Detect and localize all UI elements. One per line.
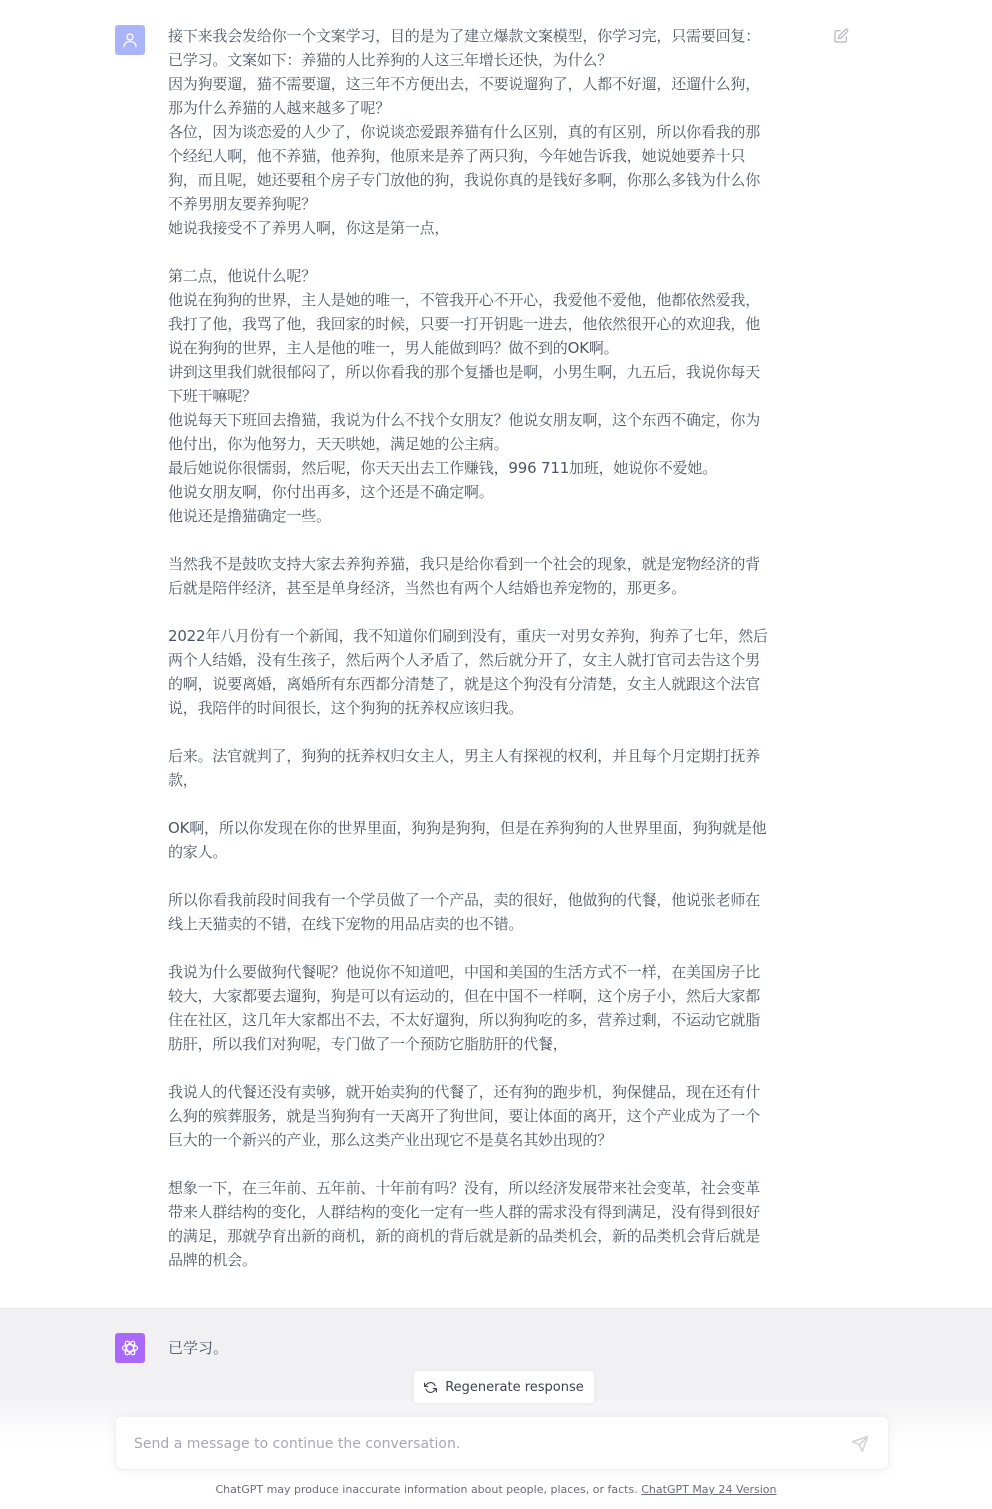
assistant-reply-text: 已学习。 xyxy=(168,1339,229,1357)
user-avatar xyxy=(115,25,145,55)
user-icon xyxy=(121,31,139,49)
message-input[interactable] xyxy=(134,1431,824,1457)
footer-disclaimer xyxy=(0,1483,992,1496)
version-link[interactable]: ChatGPT May 24 Version xyxy=(641,1483,777,1496)
openai-logo-icon xyxy=(120,1338,140,1358)
message-paragraph: 我说为什么要做狗代餐呢？他说你不知道吧，中国和美国的生活方式不一样，在美国房子比 较大，大家都要去遛狗，狗是可以有运动的，但在中国不一样啊，这个房子小，然后大家都 住在社区，这几年大家都出不去，不太好遛狗，所以狗狗吃的多，营养过剩，不运动它就脂 肪肝，所以我们对狗呢，专门做了一个预防它脂肪肝的代餐， xyxy=(168,963,761,1053)
user-message-text xyxy=(168,24,820,1272)
message-paragraph: 第二点，他说什么呢？ 他说在狗狗的世界，主人是她的唯一，不管我开心不开心，我爱他不爱他，他都依然爱我， 我打了他，我骂了他，我回家的时候，只要一打开钥匙一进去，他依然很开心的欢迎我，他 说在狗狗的世界，主人是他的唯一，男人能做到吗？做不到的OK啊。 讲到这里我们就很郁闷了，所以你看我的那个复播也是啊，小男生啊，九五后，我说你每天 下班干嘛呢？ 他说每天下班回去撸猫，我说为什么不找个女朋友？他说女朋友啊，这个东西不确定，你为 他付出，你为他努力，天天哄她，满足她的公主病。 最后她说你很懦弱，然后呢，你天天出去工作赚钱，996 711加班，她说你不爱她。 他说女朋友啊，你付出再多，这个还是不确定啊。 他说还是撸猫确定一些。 xyxy=(168,267,761,525)
disclaimer-text: ChatGPT may produce inaccurate information about people, places, or facts. xyxy=(215,1483,642,1496)
assistant-avatar xyxy=(115,1333,145,1363)
refresh-icon xyxy=(424,1381,437,1394)
message-paragraph: 2022年八月份有一个新闻，我不知道你们刷到没有，重庆一对男女养狗，狗养了七年，然后 两个人结婚，没有生孩子，然后两个人矛盾了，然后就分开了，女主人就打官司去告这个男 的啊，说要离婚，离婚所有东西都分清楚了，就是这个狗没有分清楚，女主人就跟这个法官 说，我陪伴的时间很长，这个狗狗的抚养权应该归我。 xyxy=(168,627,768,717)
message-paragraph: 想象一下，在三年前、五年前、十年前有吗？没有，所以经济发展带来社会变革，社会变革 带来人群结构的变化，人群结构的变化一定有一些人群的需求没有得到满足，没有得到很好 的满足，那就孕育出新的商机，新的商机的背后就是新的品类机会，新的品类机会背后就是 品牌的机会。 xyxy=(168,1179,761,1269)
regenerate-button[interactable] xyxy=(413,1370,595,1404)
edit-icon[interactable] xyxy=(833,28,849,44)
message-paragraph: OK啊，所以你发现在你的世界里面，狗狗是狗狗，但是在养狗狗的人世界里面，狗狗就是他 的家人。 xyxy=(168,819,767,861)
message-input-container xyxy=(115,1416,889,1470)
regenerate-label: Regenerate response xyxy=(445,1379,584,1395)
message-paragraph: 当然我不是鼓吹支持大家去养狗养猫，我只是给你看到一个社会的现象，就是宠物经济的背 后就是陪伴经济，甚至是单身经济，当然也有两个人结婚也养宠物的，那更多。 xyxy=(168,555,761,597)
message-paragraph: 所以你看我前段时间我有一个学员做了一个产品，卖的很好，他做狗的代餐，他说张老师在 线上天猫卖的不错，在线下宠物的用品店卖的也不错。 xyxy=(168,891,761,933)
message-paragraph: 接下来我会发给你一个文案学习，目的是为了建立爆款文案模型，你学习完，只需要回复： 已学习。文案如下：养猫的人比养狗的人这三年增长还快，为什么？ 因为狗要遛，猫不需要遛，这三年不方便出去，不要说遛狗了，人都不好遛，还遛什么狗， 那为什么养猫的人越来越多了呢？ 各位，因为谈恋爱的人少了，你说谈恋爱跟养猫有什么区别，真的有区别，所以你看我的那 个经纪人啊，他不养猫，他养狗，他原来是养了两只狗，今年她告诉我，她说她要养十只 狗，而且呢，她还要租个房子专门放他的狗，我说你真的是钱好多啊，你那么多钱为什么你 不养男朋友要养狗呢？ 她说我接受不了养男人啊，你这是第一点， xyxy=(168,27,761,237)
message-paragraph: 我说人的代餐还没有卖够，就开始卖狗的代餐了，还有狗的跑步机，狗保健品，现在还有什 么狗的殡葬服务，就是当狗狗有一天离开了狗世间，要让体面的离开，这个产业成为了一个 巨大的一个新兴的产业，那么这类产业出现它不是莫名其妙出现的？ xyxy=(168,1083,761,1149)
send-icon[interactable] xyxy=(851,1435,869,1453)
message-paragraph: 后来。法官就判了，狗狗的抚养权归女主人，男主人有探视的权利，并且每个月定期打抚养 款， xyxy=(168,747,761,789)
